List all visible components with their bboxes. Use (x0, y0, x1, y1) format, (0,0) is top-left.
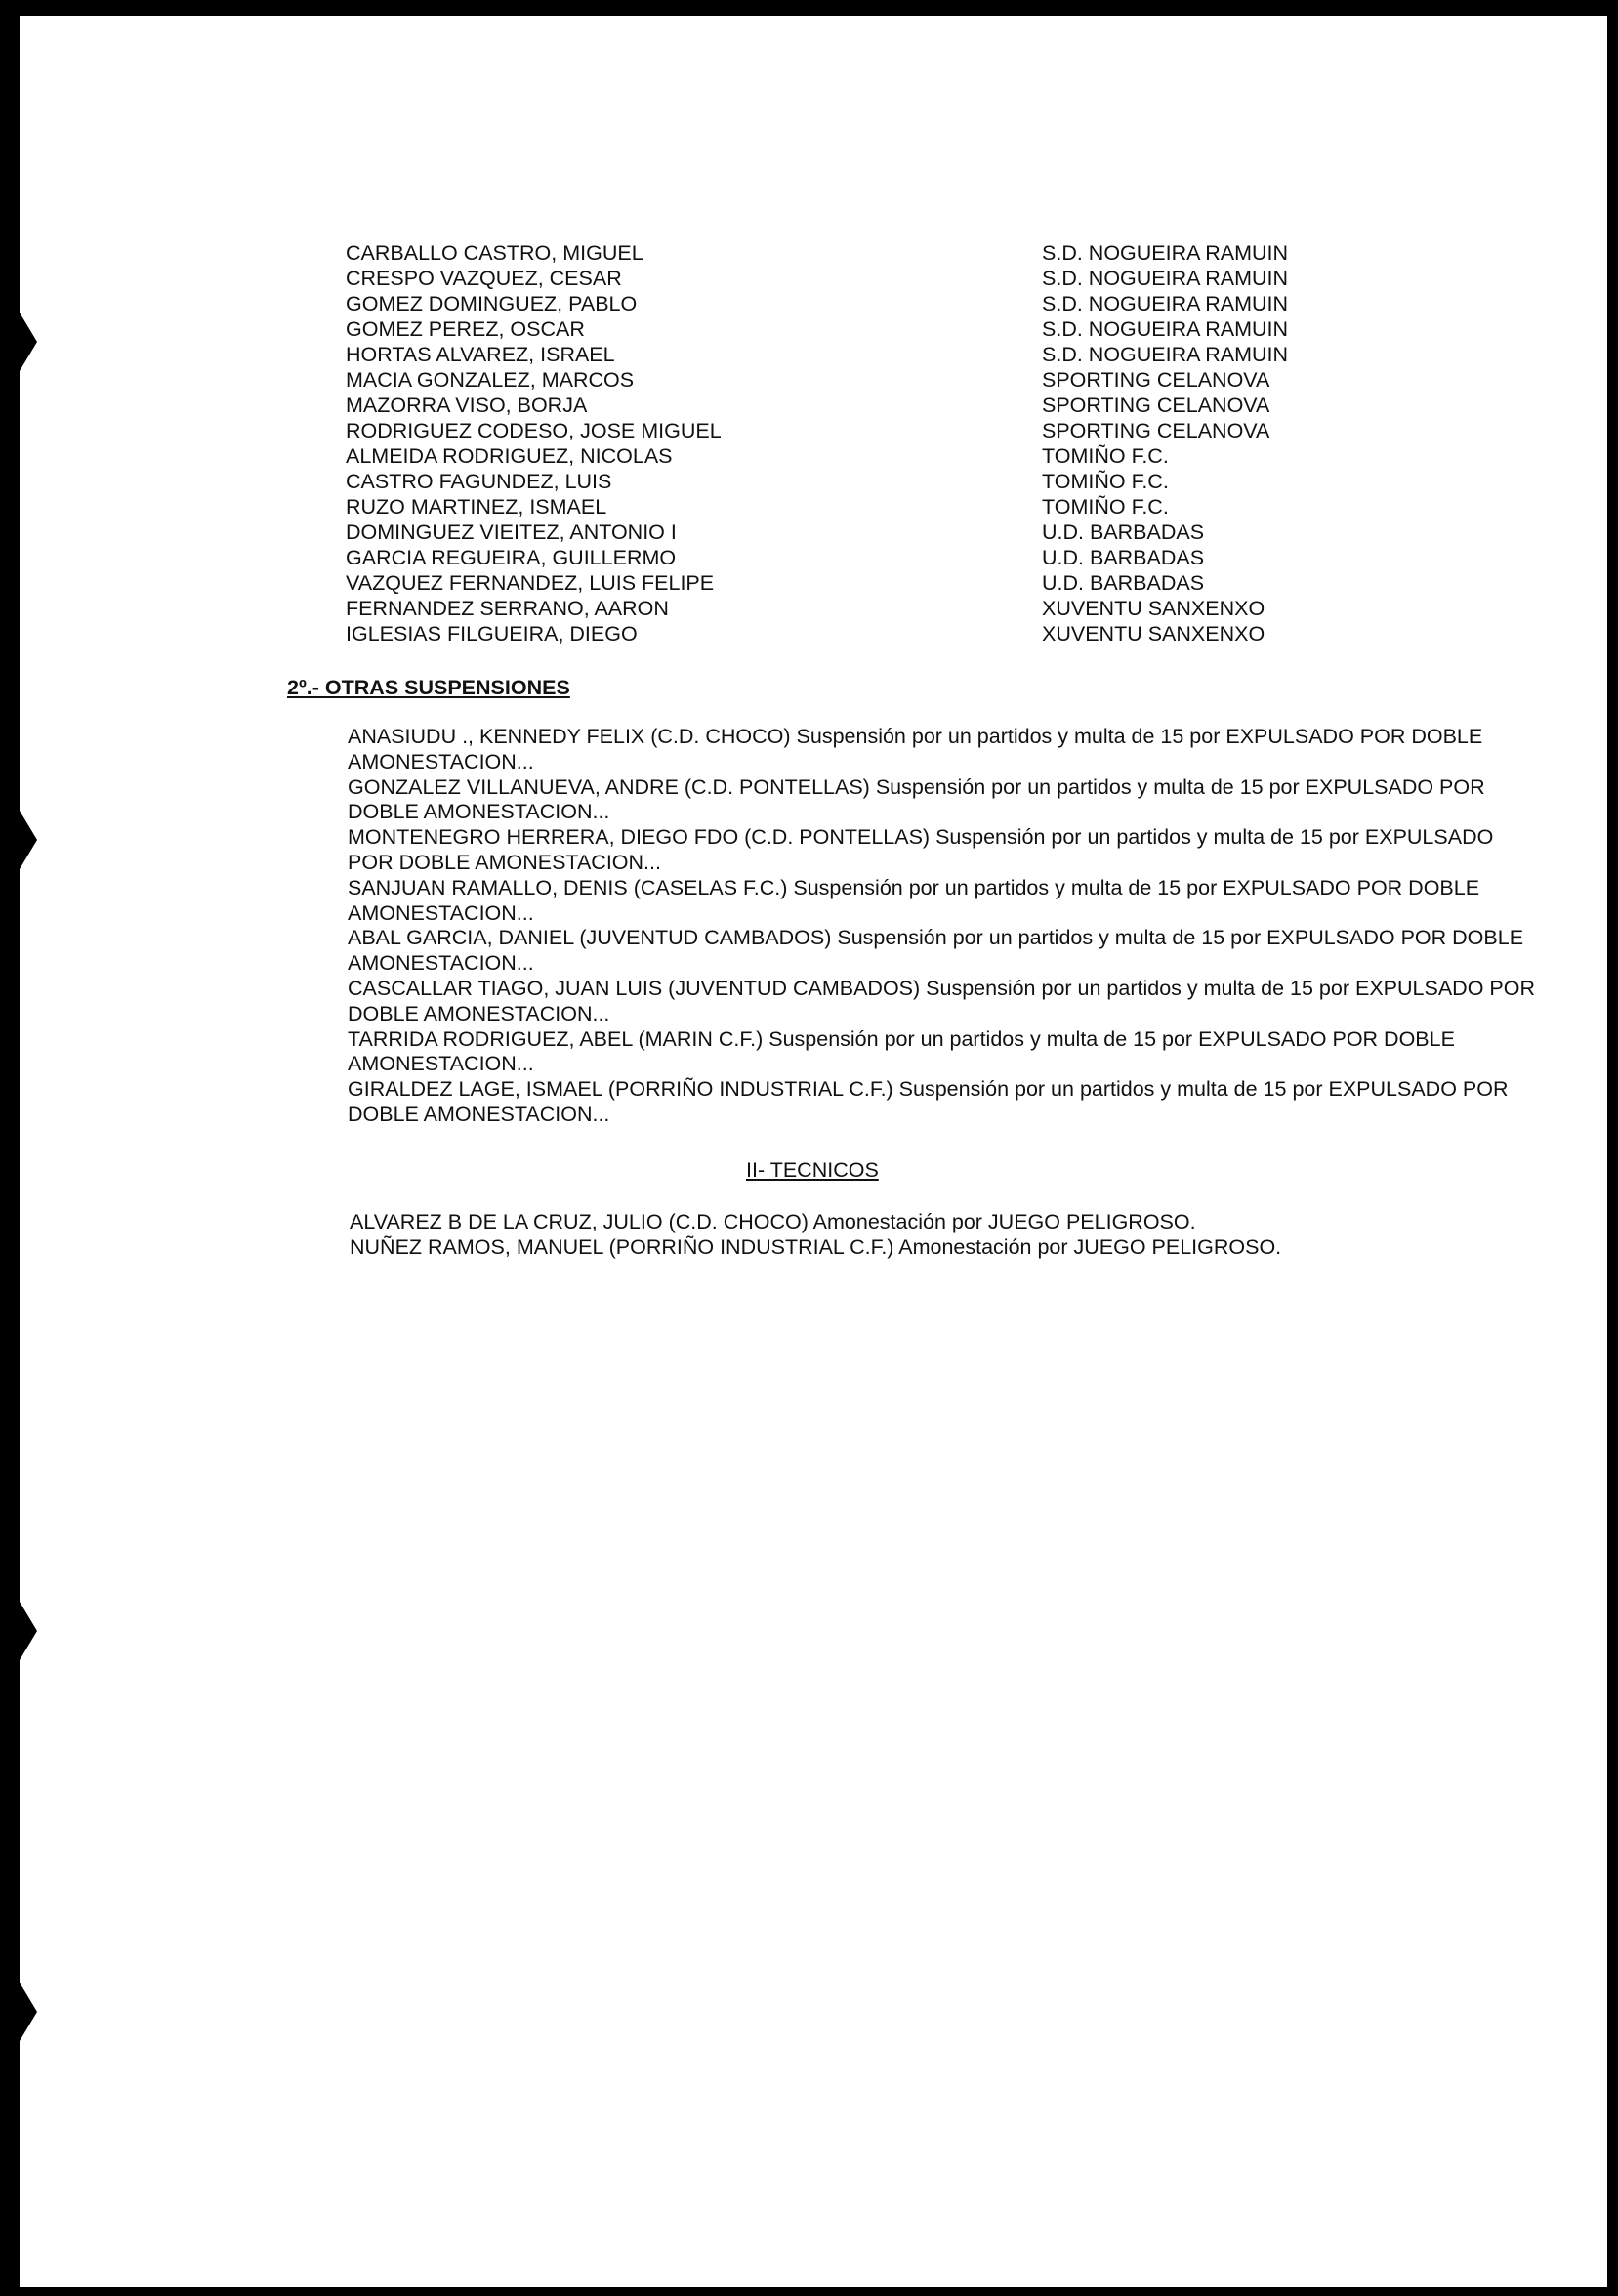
player-name: MACIA GONZALEZ, MARCOS (346, 368, 635, 392)
player-club: S.D. NOGUEIRA RAMUIN (1042, 317, 1289, 341)
torn-edge-mark (14, 303, 37, 381)
player-row (346, 393, 1420, 418)
technicians-list (350, 1209, 1541, 1260)
document-page (20, 16, 1607, 2287)
player-row (346, 545, 1420, 570)
player-row (346, 316, 1420, 342)
player-name: GARCIA REGUEIRA, GUILLERMO (346, 546, 677, 569)
player-club: XUVENTU SANXENXO (1042, 597, 1265, 620)
suspension-entry: TARRIDA RODRIGUEZ, ABEL (MARIN C.F.) Suspensión por un partidos y multa de 15 por EXPULSADO POR DOBLE AMONESTACION... (348, 1026, 1455, 1076)
player-row (346, 443, 1420, 469)
torn-edge-mark (14, 1973, 37, 2051)
suspension-entry: CASCALLAR TIAGO, JUAN LUIS (JUVENTUD CAMBADOS) Suspensión por un partidos y multa de 15 por EXPULSADO POR DOBLE AMONESTACION... (348, 976, 1535, 1025)
player-club: TOMIÑO F.C. (1042, 495, 1169, 519)
player-row (346, 418, 1420, 443)
player-name: VAZQUEZ FERNANDEZ, LUIS FELIPE (346, 571, 715, 595)
player-club: TOMIÑO F.C. (1042, 470, 1169, 493)
technicians-heading: II- TECNICOS (746, 1158, 879, 1182)
player-club: S.D. NOGUEIRA RAMUIN (1042, 343, 1289, 366)
other-suspensions-heading: 2º.- OTRAS SUSPENSIONES (287, 676, 570, 699)
player-name: MAZORRA VISO, BORJA (346, 394, 588, 417)
suspension-entry: SANJUAN RAMALLO, DENIS (CASELAS F.C.) Suspensión por un partidos y multa de 15 por EXPULSADO POR DOBLE AMONESTACION... (348, 875, 1480, 925)
player-club: S.D. NOGUEIRA RAMUIN (1042, 241, 1289, 265)
player-name: CRESPO VAZQUEZ, CESAR (346, 267, 622, 290)
player-club: TOMIÑO F.C. (1042, 444, 1169, 468)
player-row (346, 621, 1420, 647)
player-club: U.D. BARBADAS (1042, 521, 1205, 544)
player-name: GOMEZ DOMINGUEZ, PABLO (346, 292, 638, 315)
player-row (346, 570, 1420, 596)
suspended-players-list (346, 240, 1420, 647)
technician-entry: NUÑEZ RAMOS, MANUEL (PORRIÑO INDUSTRIAL C.F.) Amonestación por JUEGO PELIGROSO. (350, 1235, 1282, 1259)
other-suspensions-list (348, 725, 1539, 1128)
player-name: CASTRO FAGUNDEZ, LUIS (346, 470, 612, 493)
player-row (346, 469, 1420, 494)
player-row (346, 520, 1420, 545)
technician-entry: ALVAREZ B DE LA CRUZ, JULIO (C.D. CHOCO) Amonestación por JUEGO PELIGROSO. (350, 1210, 1196, 1233)
player-club: S.D. NOGUEIRA RAMUIN (1042, 267, 1289, 290)
player-club: S.D. NOGUEIRA RAMUIN (1042, 292, 1289, 315)
player-name: IGLESIAS FILGUEIRA, DIEGO (346, 622, 638, 646)
suspension-entry: GONZALEZ VILLANUEVA, ANDRE (C.D. PONTELLAS) Suspensión por un partidos y multa de 15 por EXPULSADO POR DOBLE AMONESTACION... (348, 774, 1485, 824)
player-name: RUZO MARTINEZ, ISMAEL (346, 495, 607, 519)
suspension-entry: ANASIUDU ., KENNEDY FELIX (C.D. CHOCO) Suspensión por un partidos y multa de 15 por EXPULSADO POR DOBLE AMONESTACION... (348, 725, 1483, 773)
suspension-entry: GIRALDEZ LAGE, ISMAEL (PORRIÑO INDUSTRIAL C.F.) Suspensión por un partidos y multa de 15 por EXPULSADO POR DOBLE AMONESTACION... (348, 1077, 1509, 1126)
player-club: SPORTING CELANOVA (1042, 419, 1270, 442)
player-name: CARBALLO CASTRO, MIGUEL (346, 241, 643, 265)
suspension-entry: ABAL GARCIA, DANIEL (JUVENTUD CAMBADOS) Suspensión por un partidos y multa de 15 por EXPULSADO POR DOBLE AMONESTACION... (348, 926, 1524, 976)
torn-edge-mark (14, 1592, 37, 1670)
player-name: RODRIGUEZ CODESO, JOSE MIGUEL (346, 419, 722, 442)
player-row (346, 240, 1420, 266)
player-row (346, 266, 1420, 291)
player-name: GOMEZ PEREZ, OSCAR (346, 317, 585, 341)
suspension-entry: MONTENEGRO HERRERA, DIEGO FDO (C.D. PONTELLAS) Suspensión por un partidos y multa de 15 por EXPULSADO POR DOBLE AMONESTACION... (348, 825, 1494, 874)
player-row (346, 342, 1420, 367)
torn-edge-mark (14, 801, 37, 879)
player-club: SPORTING CELANOVA (1042, 368, 1270, 392)
player-row (346, 367, 1420, 393)
player-name: HORTAS ALVAREZ, ISRAEL (346, 343, 615, 366)
player-club: XUVENTU SANXENXO (1042, 622, 1265, 646)
player-row (346, 596, 1420, 621)
player-name: FERNANDEZ SERRANO, AARON (346, 597, 669, 620)
player-club: U.D. BARBADAS (1042, 571, 1205, 595)
player-club: U.D. BARBADAS (1042, 546, 1205, 569)
player-name: DOMINGUEZ VIEITEZ, ANTONIO I (346, 521, 677, 544)
player-row (346, 494, 1420, 520)
player-club: SPORTING CELANOVA (1042, 394, 1270, 417)
player-name: ALMEIDA RODRIGUEZ, NICOLAS (346, 444, 673, 468)
player-row (346, 291, 1420, 316)
